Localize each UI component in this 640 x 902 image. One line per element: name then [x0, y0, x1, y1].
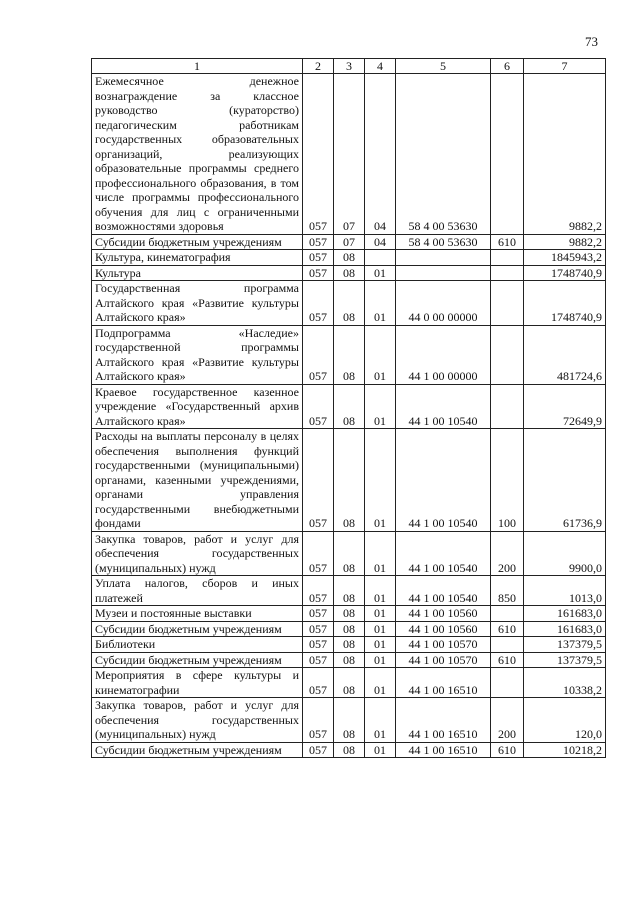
target-article-code: 44 1 00 10560 [396, 621, 491, 637]
admin-code: 057 [303, 621, 334, 637]
subsection-code: 01 [365, 652, 396, 668]
subsection-code: 01 [365, 265, 396, 281]
item-name: Культура, кинематография [92, 250, 303, 266]
target-article-code: 44 1 00 10540 [396, 429, 491, 532]
expense-type-code: 850 [491, 576, 524, 606]
section-code: 08 [334, 637, 365, 653]
table-row [92, 576, 606, 606]
subsection-code: 01 [365, 698, 396, 743]
subsection-code: 01 [365, 606, 396, 622]
table-row [92, 652, 606, 668]
admin-code: 057 [303, 652, 334, 668]
amount: 137379,5 [524, 652, 606, 668]
subsection-code: 01 [365, 637, 396, 653]
admin-code: 057 [303, 742, 334, 758]
subsection-code: 01 [365, 742, 396, 758]
section-code: 08 [334, 281, 365, 326]
expense-type-code: 610 [491, 652, 524, 668]
table-row [92, 429, 606, 532]
section-code: 08 [334, 606, 365, 622]
target-article-code: 44 1 00 16510 [396, 668, 491, 698]
column-header: 7 [524, 59, 606, 74]
column-header: 3 [334, 59, 365, 74]
section-code: 08 [334, 698, 365, 743]
page-number: 73 [585, 34, 598, 49]
expense-type-code [491, 668, 524, 698]
admin-code: 057 [303, 531, 334, 576]
expense-type-code [491, 74, 524, 235]
target-article-code: 44 1 00 16510 [396, 742, 491, 758]
table-body [92, 74, 606, 758]
item-name: Ежемесячное денежное вознаграждение за классное руководство (кураторство) педагогическим работникам государственных образовательных организаций, реализующих образовательные программы среднего профессионального образования, в том числе программы профессионального обучения для лиц с ограниченными возможностями здоровья [92, 74, 303, 235]
subsection-code [365, 250, 396, 266]
subsection-code: 01 [365, 281, 396, 326]
section-code: 08 [334, 384, 365, 429]
item-name: Расходы на выплаты персоналу в целях обеспечения выполнения функций государственными (муниципальными) органами, казенными учреждениями, органами управления государственными внебюджетными фондами [92, 429, 303, 532]
item-name: Субсидии бюджетным учреждениям [92, 621, 303, 637]
amount: 10338,2 [524, 668, 606, 698]
section-code: 08 [334, 668, 365, 698]
expense-type-code [491, 384, 524, 429]
amount: 161683,0 [524, 606, 606, 622]
target-article-code: 44 1 00 10570 [396, 637, 491, 653]
amount: 9882,2 [524, 234, 606, 250]
admin-code: 057 [303, 384, 334, 429]
target-article-code: 58 4 00 53630 [396, 74, 491, 235]
item-name: Подпрограмма «Наследие» государственной программы Алтайского края «Развитие культуры Алтайского края» [92, 325, 303, 384]
amount: 61736,9 [524, 429, 606, 532]
table-row [92, 742, 606, 758]
admin-code: 057 [303, 606, 334, 622]
item-name: Культура [92, 265, 303, 281]
column-header: 4 [365, 59, 396, 74]
expense-type-code [491, 281, 524, 326]
expense-type-code: 100 [491, 429, 524, 532]
section-code: 07 [334, 234, 365, 250]
admin-code: 057 [303, 74, 334, 235]
expense-type-code [491, 606, 524, 622]
admin-code: 057 [303, 325, 334, 384]
subsection-code: 01 [365, 531, 396, 576]
target-article-code: 44 1 00 10540 [396, 576, 491, 606]
table-row [92, 265, 606, 281]
target-article-code [396, 250, 491, 266]
item-name: Библиотеки [92, 637, 303, 653]
table-row [92, 281, 606, 326]
admin-code: 057 [303, 576, 334, 606]
table-row [92, 250, 606, 266]
header-row [92, 59, 606, 74]
column-header: 6 [491, 59, 524, 74]
table-row [92, 606, 606, 622]
table-row [92, 698, 606, 743]
section-code: 07 [334, 74, 365, 235]
expense-type-code: 200 [491, 531, 524, 576]
section-code: 08 [334, 576, 365, 606]
amount: 72649,9 [524, 384, 606, 429]
column-header: 2 [303, 59, 334, 74]
expense-type-code: 610 [491, 742, 524, 758]
subsection-code: 01 [365, 668, 396, 698]
expense-type-code [491, 325, 524, 384]
target-article-code: 44 1 00 10540 [396, 531, 491, 576]
table-row [92, 384, 606, 429]
amount: 9900,0 [524, 531, 606, 576]
admin-code: 057 [303, 281, 334, 326]
table-row [92, 234, 606, 250]
section-code: 08 [334, 265, 365, 281]
column-header: 1 [92, 59, 303, 74]
admin-code: 057 [303, 698, 334, 743]
admin-code: 057 [303, 637, 334, 653]
amount: 137379,5 [524, 637, 606, 653]
section-code: 08 [334, 531, 365, 576]
target-article-code: 44 1 00 10540 [396, 384, 491, 429]
amount: 1748740,9 [524, 281, 606, 326]
section-code: 08 [334, 250, 365, 266]
column-header: 5 [396, 59, 491, 74]
subsection-code: 01 [365, 576, 396, 606]
amount: 9882,2 [524, 74, 606, 235]
admin-code: 057 [303, 234, 334, 250]
subsection-code: 01 [365, 429, 396, 532]
item-name: Музеи и постоянные выставки [92, 606, 303, 622]
amount: 1845943,2 [524, 250, 606, 266]
table-row [92, 531, 606, 576]
subsection-code: 01 [365, 384, 396, 429]
section-code: 08 [334, 325, 365, 384]
table-row [92, 668, 606, 698]
expense-type-code [491, 265, 524, 281]
item-name: Субсидии бюджетным учреждениям [92, 234, 303, 250]
expense-type-code [491, 250, 524, 266]
table-row [92, 325, 606, 384]
item-name: Субсидии бюджетным учреждениям [92, 742, 303, 758]
target-article-code: 44 1 00 10570 [396, 652, 491, 668]
item-name: Закупка товаров, работ и услуг для обеспечения государственных (муниципальных) нужд [92, 531, 303, 576]
target-article-code: 44 1 00 00000 [396, 325, 491, 384]
subsection-code: 01 [365, 621, 396, 637]
target-article-code: 44 0 00 00000 [396, 281, 491, 326]
table-row [92, 74, 606, 235]
subsection-code: 01 [365, 325, 396, 384]
section-code: 08 [334, 742, 365, 758]
amount: 120,0 [524, 698, 606, 743]
expense-type-code [491, 637, 524, 653]
section-code: 08 [334, 429, 365, 532]
admin-code: 057 [303, 265, 334, 281]
expense-type-code: 610 [491, 234, 524, 250]
admin-code: 057 [303, 429, 334, 532]
item-name: Закупка товаров, работ и услуг для обеспечения государственных (муниципальных) нужд [92, 698, 303, 743]
amount: 161683,0 [524, 621, 606, 637]
table-row [92, 621, 606, 637]
subsection-code: 04 [365, 234, 396, 250]
amount: 481724,6 [524, 325, 606, 384]
item-name: Уплата налогов, сборов и иных платежей [92, 576, 303, 606]
target-article-code: 58 4 00 53630 [396, 234, 491, 250]
item-name: Государственная программа Алтайского края «Развитие культуры Алтайского края» [92, 281, 303, 326]
admin-code: 057 [303, 668, 334, 698]
expense-type-code: 200 [491, 698, 524, 743]
target-article-code [396, 265, 491, 281]
amount: 1013,0 [524, 576, 606, 606]
section-code: 08 [334, 621, 365, 637]
amount: 1748740,9 [524, 265, 606, 281]
item-name: Краевое государственное казенное учреждение «Государственный архив Алтайского края» [92, 384, 303, 429]
target-article-code: 44 1 00 10560 [396, 606, 491, 622]
item-name: Субсидии бюджетным учреждениям [92, 652, 303, 668]
section-code: 08 [334, 652, 365, 668]
item-name: Мероприятия в сфере культуры и кинематографии [92, 668, 303, 698]
subsection-code: 04 [365, 74, 396, 235]
table-row [92, 637, 606, 653]
target-article-code: 44 1 00 16510 [396, 698, 491, 743]
admin-code: 057 [303, 250, 334, 266]
amount: 10218,2 [524, 742, 606, 758]
expense-type-code: 610 [491, 621, 524, 637]
budget-table [91, 58, 606, 758]
